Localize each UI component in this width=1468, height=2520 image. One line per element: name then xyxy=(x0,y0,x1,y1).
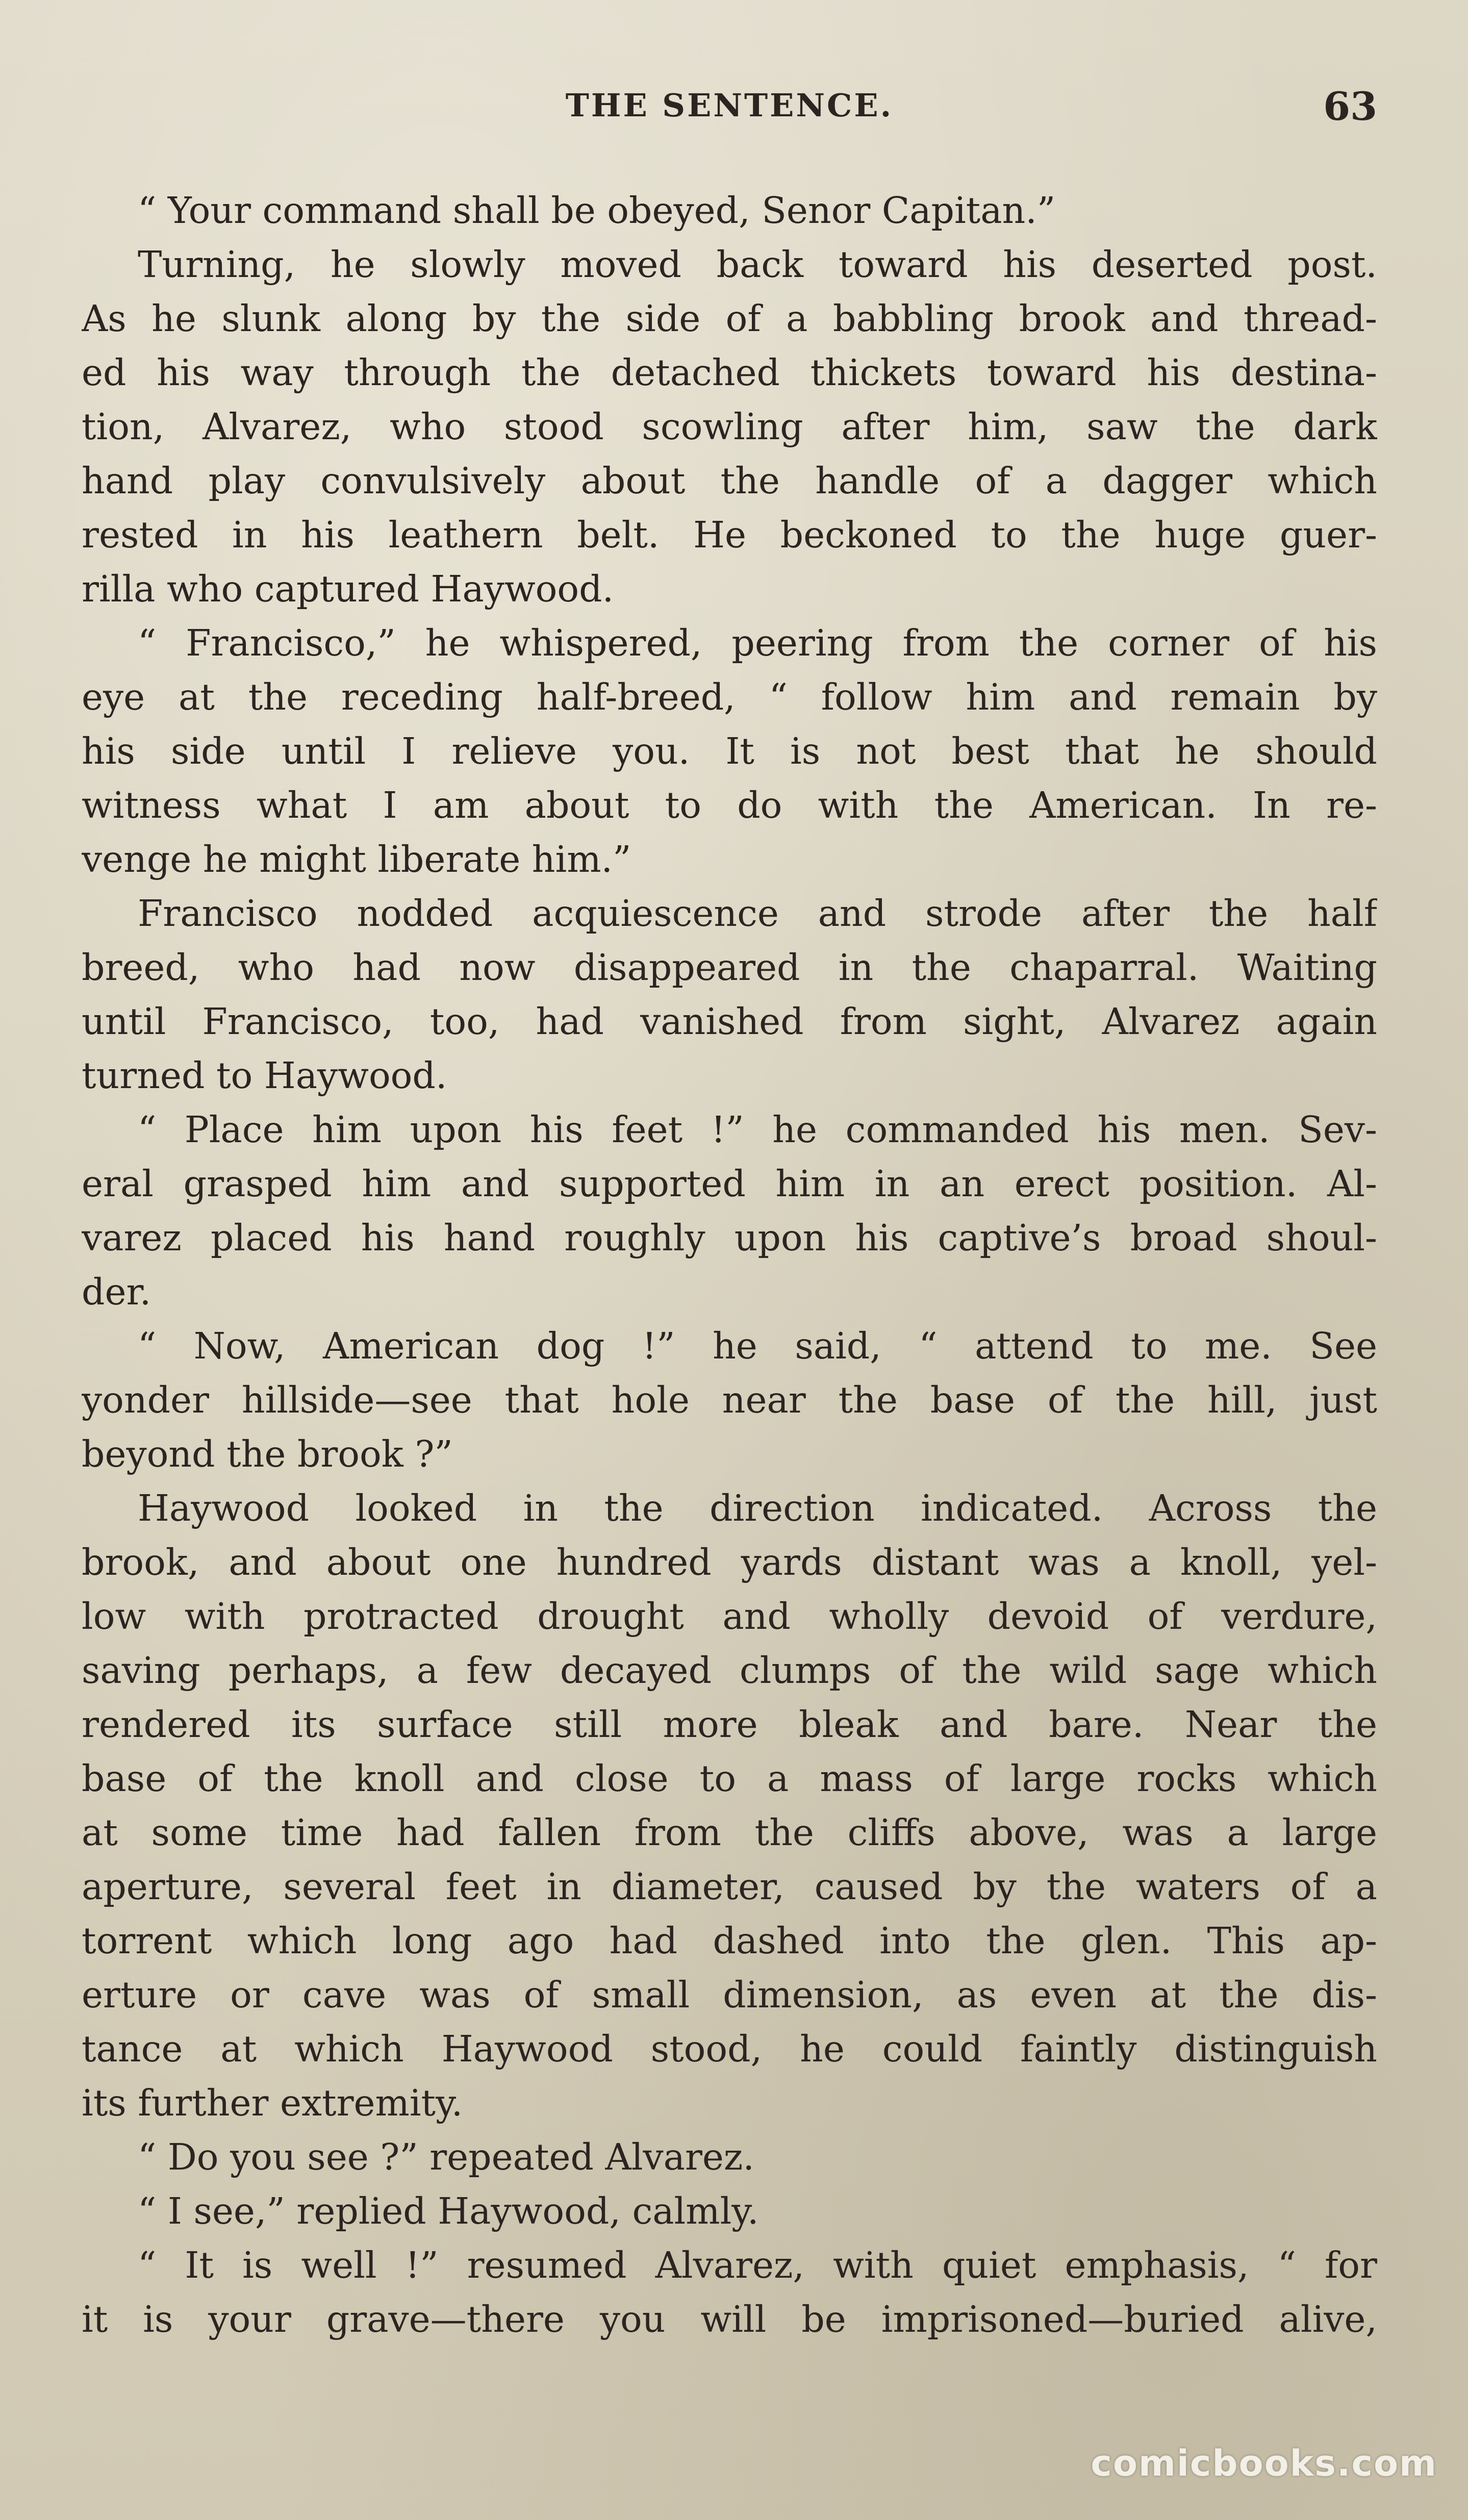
text-line: eral grasped him and supported him in an erect position. Al- xyxy=(82,1163,1377,1205)
text-line: his side until I relieve you. It is not best that he should xyxy=(82,730,1377,772)
text-line: beyond the brook ?” xyxy=(82,1433,453,1475)
text-line: “ Now, American dog !” he said, “ attend to me. See xyxy=(138,1325,1377,1367)
page-header xyxy=(82,84,1377,143)
text-line: witness what I am about to do with the American. In re- xyxy=(82,784,1377,826)
text-line: hand play convulsively about the handle of a dagger which xyxy=(82,460,1377,502)
running-head: THE SENTENCE. xyxy=(565,87,894,124)
text-line: tion, Alvarez, who stood scowling after him, saw the dark xyxy=(82,406,1377,448)
text-line: torrent which long ago had dashed into the glen. This ap- xyxy=(82,1920,1377,1962)
text-line: rilla who captured Haywood. xyxy=(82,568,614,610)
text-line: “ Your command shall be obeyed, Senor Capitan.” xyxy=(138,189,1056,232)
text-line: venge he might liberate him.” xyxy=(82,838,631,880)
text-line: “ Do you see ?” repeated Alvarez. xyxy=(138,2136,754,2178)
text-line: saving perhaps, a few decayed clumps of the wild sage which xyxy=(82,1649,1377,1692)
text-line: “ I see,” replied Haywood, calmly. xyxy=(138,2190,759,2232)
text-line: aperture, several feet in diameter, caused by the waters of a xyxy=(82,1866,1377,1908)
text-line: erture or cave was of small dimension, as even at the dis- xyxy=(82,1974,1377,2016)
text-line: ed his way through the detached thickets toward his destina- xyxy=(82,351,1377,394)
text-line: varez placed his hand roughly upon his captive’s broad shoul- xyxy=(82,1217,1377,1259)
text-line: yonder hillside—see that hole near the base of the hill, just xyxy=(82,1379,1377,1421)
text-line: der. xyxy=(82,1271,151,1313)
text-line: tance at which Haywood stood, he could faintly distinguish xyxy=(82,2028,1377,2070)
text-line: its further extremity. xyxy=(82,2082,463,2124)
text-line: rendered its surface still more bleak and bare. Near the xyxy=(82,1703,1377,1746)
text-line: Francisco nodded acquiescence and strode after the half xyxy=(138,892,1377,935)
text-line: eye at the receding half-breed, “ follow him and remain by xyxy=(82,676,1377,718)
text-line: breed, who had now disappeared in the chaparral. Waiting xyxy=(82,946,1377,989)
text-line: turned to Haywood. xyxy=(82,1054,447,1097)
text-line: at some time had fallen from the cliffs above, was a large xyxy=(82,1811,1377,1854)
text-line: Turning, he slowly moved back toward his deserted post. xyxy=(138,243,1377,286)
text-line: “ Place him upon his feet !” he commanded his men. Sev- xyxy=(138,1108,1377,1151)
text-line: rested in his leathern belt. He beckoned to the huge guer- xyxy=(82,514,1377,556)
page-number: 63 xyxy=(1323,84,1377,129)
text-line: “ It is well !” resumed Alvarez, with quiet emphasis, “ for xyxy=(138,2244,1377,2286)
text-line: “ Francisco,” he whispered, peering from the corner of his xyxy=(138,622,1377,664)
body-text xyxy=(82,184,1377,2347)
text-line: until Francisco, too, had vanished from sight, Alvarez again xyxy=(82,1000,1377,1043)
text-line: it is your grave—there you will be imprisoned—buried alive, xyxy=(82,2298,1377,2340)
text-line: base of the knoll and close to a mass of large rocks which xyxy=(82,1757,1377,1800)
text-line: low with protracted drought and wholly devoid of verdure, xyxy=(82,1595,1377,1637)
watermark: comicbooks.com xyxy=(1091,2442,1437,2484)
text-line: As he slunk along by the side of a babbling brook and thread- xyxy=(82,297,1377,340)
text-line: Haywood looked in the direction indicated. Across the xyxy=(138,1487,1377,1529)
text-line: brook, and about one hundred yards distant was a knoll, yel- xyxy=(82,1541,1377,1583)
